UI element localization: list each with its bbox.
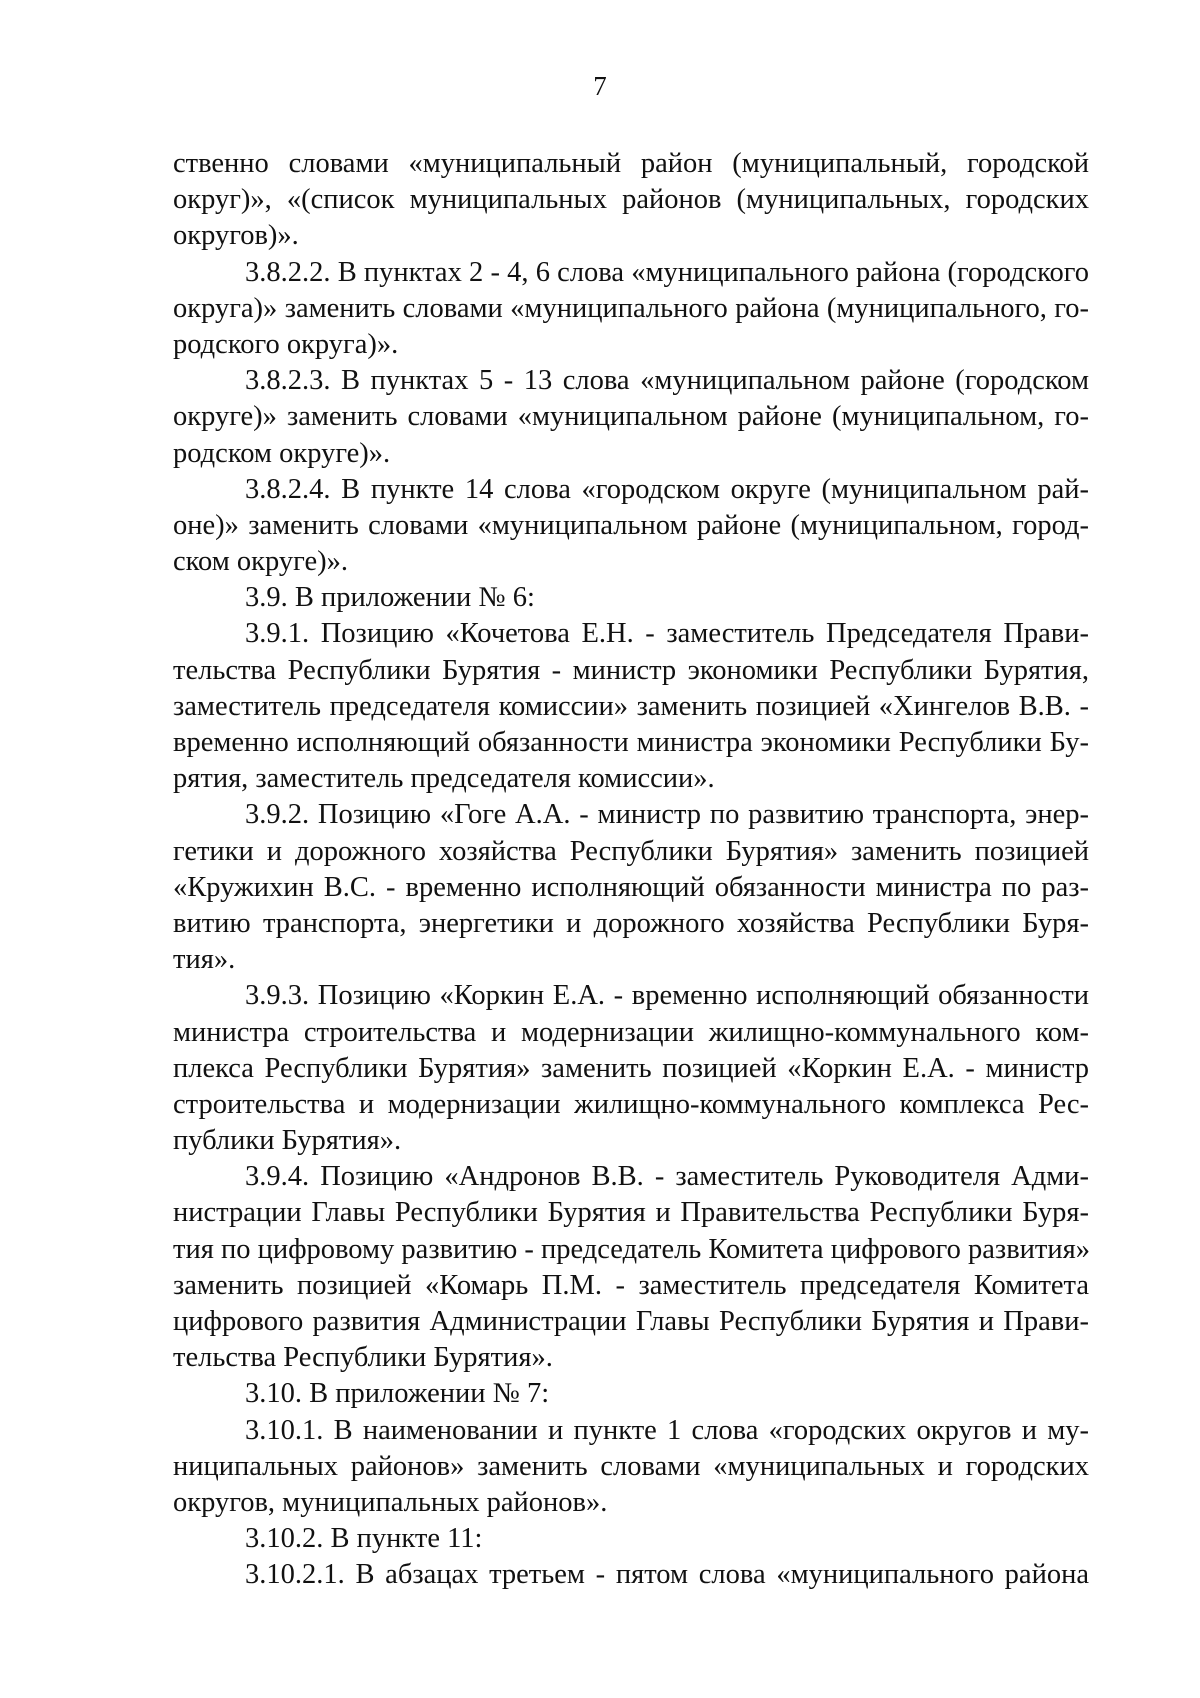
text-line: родском округе)». xyxy=(173,437,391,469)
text-line: заместитель председателя комиссии» заменить позицией «Хингелов В.В. - xyxy=(173,690,1089,722)
text-line: 3.9.2. Позицию «Гоге А.А. - министр по развитию транспорта, энер- xyxy=(245,799,1089,831)
text-line: округов, муниципальных районов». xyxy=(173,1486,608,1518)
text-line: цифрового развития Администрации Главы Республики Бурятия и Прави- xyxy=(173,1306,1089,1337)
text-line: 3.10.2. В пункте 11: xyxy=(245,1523,483,1555)
text-line: министра строительства и модернизации жилищно-коммунального ком- xyxy=(173,1016,1089,1048)
text-line: витию транспорта, энергетики и дорожного хозяйства Республики Буря- xyxy=(173,907,1089,939)
document-body xyxy=(173,146,1089,1594)
text-line: 3.10.1. В наименовании и пункте 1 слова «городских округов и му- xyxy=(245,1414,1089,1446)
text-line: 3.9.1. Позицию «Кочетова Е.Н. - заместитель Председателя Прави- xyxy=(245,618,1089,650)
text-line: 3.8.2.4. В пункте 14 слова «городском округе (муниципальном рай- xyxy=(245,473,1089,505)
text-line: гетики и дорожного хозяйства Республики Бурятия» заменить позицией xyxy=(173,835,1089,867)
text-line: 3.9.4. Позицию «Андронов В.В. - заместитель Руководителя Адми- xyxy=(245,1161,1089,1193)
text-line: округ)», «(список муниципальных районов (муниципальных, городских xyxy=(173,184,1089,216)
text-line: ском округе)». xyxy=(173,546,348,578)
text-line: оне)» заменить словами «муниципальном районе (муниципальном, город- xyxy=(173,509,1089,541)
text-line: округов)». xyxy=(173,220,299,252)
text-line: ственно словами «муниципальный район (муниципальный, городской xyxy=(173,148,1089,179)
text-line: ниципальных районов» заменить словами «муниципальных и городских xyxy=(173,1450,1089,1482)
page-number: 7 xyxy=(593,71,607,101)
text-line: плекса Республики Бурятия» заменить позицией «Коркин Е.А. - министр xyxy=(173,1052,1089,1084)
text-line: округа)» заменить словами «муниципального района (муниципального, го- xyxy=(173,292,1089,324)
text-line: 3.9. В приложении № 6: xyxy=(245,582,535,614)
text-line: тия по цифровому развитию - председатель Комитета цифрового развития» xyxy=(173,1233,1090,1265)
text-line: тельства Республики Бурятия - министр экономики Республики Бурятия, xyxy=(173,654,1089,686)
text-line: 3.10. В приложении № 7: xyxy=(245,1378,550,1410)
text-line: заменить позицией «Комарь П.М. - заместитель председателя Комитета xyxy=(173,1269,1089,1301)
text-line: 3.9.3. Позицию «Коркин Е.А. - временно исполняющий обязанности xyxy=(245,980,1089,1012)
text-line: родского округа)». xyxy=(173,328,399,360)
text-line: тельства Республики Бурятия». xyxy=(173,1342,553,1374)
text-line: публики Бурятия». xyxy=(173,1125,402,1157)
text-line: 3.8.2.3. В пунктах 5 - 13 слова «муниципальном районе (городском xyxy=(245,365,1089,397)
text-line: тия». xyxy=(173,944,236,976)
text-line: округе)» заменить словами «муниципальном районе (муниципальном, го- xyxy=(173,401,1089,433)
text-line: рятия, заместитель председателя комиссии». xyxy=(173,763,715,795)
text-line: временно исполняющий обязанности министра экономики Республики Бу- xyxy=(173,727,1089,758)
text-line: 3.8.2.2. В пунктах 2 - 4, 6 слова «муниципального района (городского xyxy=(245,256,1089,288)
text-line: «Кружихин В.С. - временно исполняющий обязанности министра по раз- xyxy=(173,871,1089,903)
text-line: строительства и модернизации жилищно-коммунального комплекса Рес- xyxy=(173,1088,1089,1120)
text-line: нистрации Главы Республики Бурятия и Правительства Республики Буря- xyxy=(173,1197,1089,1229)
text-line: 3.10.2.1. В абзацах третьем - пятом слова «муниципального района xyxy=(245,1559,1089,1591)
